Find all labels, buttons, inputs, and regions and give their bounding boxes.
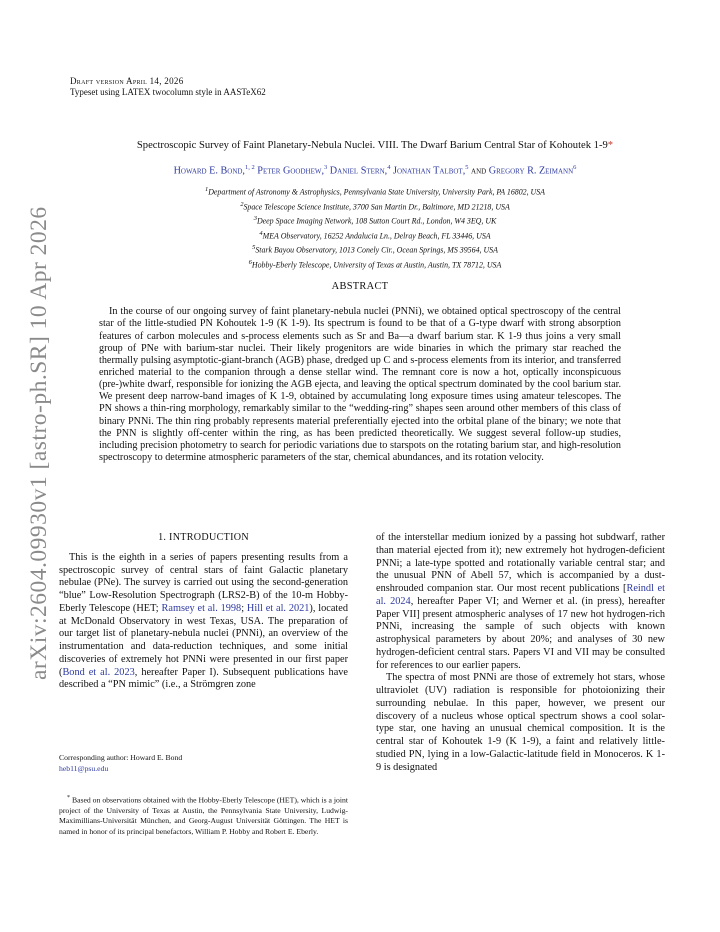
affiliation-number: 5: [252, 244, 256, 252]
arxiv-id: arXiv:2604.09930v1 [astro-ph.SR] 10 Apr 2026: [26, 206, 52, 680]
corresponding-email-link[interactable]: heb11@psu.edu: [59, 763, 109, 773]
citation-link[interactable]: Hill et al. 2021: [246, 602, 310, 614]
affiliation-text: Hobby-Eberly Telescope, University of Texas at Austin, Austin, TX 78712, USA: [251, 260, 502, 270]
affiliation: [60, 242, 690, 257]
section-heading: 1. INTRODUCTION: [158, 532, 249, 543]
affiliation: [60, 199, 690, 214]
author-affil-ref: 5: [465, 164, 469, 171]
intro-paragraph: [59, 552, 348, 692]
author-affil-ref: 3: [324, 164, 328, 171]
affiliation-text: MEA Observatory, 16252 Andalucia Ln., Delray Beach, FL 33446, USA: [262, 231, 491, 241]
intro-paragraph: The spectra of most PNNi are those of extremely hot stars, whose ultraviolet (UV) radiation is responsible for photoionizing their surrounding nebulae. In this paper, however, we present our discovery of a nucleus whose optical spectrum shows a cool solar-type star, one having an unusual chemical composition. It is the central star of Kohoutek 1-9 (K 1-9), a faint and relatively little-studied PN, lying in a low-Galactic-latitude field in Monoceros. K 1-9 is designated: [376, 672, 665, 773]
title-footnote-marker[interactable]: *: [607, 140, 614, 151]
affiliation: [60, 184, 690, 199]
left-column: [59, 532, 348, 692]
affiliation-number: 2: [240, 200, 244, 208]
author-and: and: [471, 165, 487, 177]
citation-link[interactable]: Ramsey et al. 1998: [161, 602, 242, 614]
author-name[interactable]: Daniel Stern,: [329, 165, 388, 177]
affiliation-text: Stark Bayou Observatory, 1013 Conely Cir., Ocean Springs, MS 39564, USA: [255, 245, 498, 255]
author-affil-ref: 6: [573, 164, 577, 171]
title-footnote: [59, 793, 348, 838]
draft-version: Draft version April 14, 2026: [70, 76, 184, 86]
affiliation-number: 6: [248, 258, 252, 266]
affiliation-text: Department of Astronomy & Astrophysics, Pennsylvania State University, University Park, PA 16802, USA: [208, 187, 546, 197]
draft-header: [70, 76, 266, 98]
citation-link[interactable]: Reindl et al. 2024: [376, 583, 665, 607]
typeset-note: Typeset using LATEX twocolumn style in AASTeX62: [70, 87, 266, 97]
affiliation: [60, 228, 690, 243]
affiliation-number: 4: [259, 229, 263, 237]
author-name[interactable]: Peter Goodhew,: [257, 165, 324, 177]
right-column: [376, 532, 665, 774]
text-run: ), located at McDonald Observatory in west Texas, USA. The preparation of our target list of planetary-nebula nuclei (PNNi), an overview of the instrumentation and data-reduction techniques, and some initial discoveries of extremely hot PNNi were presented in our first paper (: [59, 602, 348, 678]
affiliation-number: 3: [253, 215, 257, 223]
affiliation: [60, 257, 690, 272]
author-name[interactable]: Jonathan Talbot,: [392, 165, 466, 177]
affiliation-number: 1: [204, 186, 209, 193]
arxiv-stamp: [6, 206, 52, 680]
affiliation-text: Deep Space Imaging Network, 108 Sutton Court Rd., London, W4 3EQ, UK: [256, 216, 497, 226]
citation-link[interactable]: Bond et al. 2023: [62, 666, 135, 678]
footnote-text: Based on observations obtained with the Hobby-Eberly Telescope (HET), which is a joint project of the University of Texas at Austin, the Pennsylvania State University, Ludwig-Maximillians-Universität München, and Georg-August Universität Göttingen. The HET is named in honor of its principal benefactors, William P. Hobby and Robert E. Eberly.: [59, 795, 349, 836]
text-run: ;: [241, 602, 247, 614]
author-name[interactable]: Howard E. Bond,: [173, 165, 245, 177]
text-run: This is the eighth in a series of papers presenting results from a spectroscopic survey of central stars of faint Galactic planetary nebulae (PNe). The survey is carried out using the second-generation “blue” Low-Resolution Spectrograph (LRS2-B) of the 10-m Hobby-Eberly Telescope (HET;: [59, 551, 348, 614]
paper-title: [60, 140, 690, 151]
abstract-heading: ABSTRACT: [331, 281, 389, 292]
title-text: Spectroscopic Survey of Faint Planetary-Nebula Nuclei. VIII. The Dwarf Barium Central Star of Kohoutek 1-9: [136, 140, 608, 151]
author-affil-ref: 4: [387, 164, 391, 171]
intro-paragraph-continued: [376, 532, 665, 672]
corresponding-author: [59, 753, 348, 775]
text-run: , hereafter Paper I). Subsequent publications have described a “PN mimic” (i.e., a Strömgren zone: [59, 666, 348, 691]
affiliation-list: [60, 184, 690, 271]
text-run: of the interstellar medium ionized by a passing hot subdwarf, rather than material ejected from it); new extremely hot hydrogen-deficient PNNi; a late-type spotted and rotationally variable central star; and the unusual PNN of Abell 57, which is accompanied by a dust-enshrouded companion star. Our most recent publications [: [376, 532, 665, 594]
footnote-marker: *: [67, 794, 70, 801]
corresponding-author-line: Corresponding author: Howard E. Bond: [59, 753, 183, 762]
author-affil-ref: 1, 2: [244, 164, 255, 171]
affiliation: [60, 213, 690, 228]
author-name[interactable]: Gregory R. Zeimann: [488, 165, 574, 177]
abstract-text: In the course of our ongoing survey of faint planetary-nebula nuclei (PNNi), we obtained optical spectroscopy of the central star of the little-studied PN Kohoutek 1-9 (K 1-9). Its spectrum is found to be that of a G-type dwarf with strong absorption features of carbon molecules and s-process elements such as Sr and Ba—a dwarf barium star. K 1-9 thus joins a very small group of PNe with barium-star nuclei. Their likely progenitors are wide binaries in which the primary star reached the thermally pulsing asymptotic-giant-branch (AGB) phase, dredged up C and s-process elements from its interior, and transferred enriched material to the companion through a dense stellar wind. The remnant core is now a hot, optically inconspicuous (pre-)white dwarf, responsible for ionizing the AGB ejecta, and leaving the optical spectrum dominated by the cool barium star. We present deep narrow-band images of K 1-9, obtained by accumulating long exposure times using amateur telescopes. The PN shows a thin-ring morphology, remarkably similar to the “wedding-ring” shapes seen around other members of this class of binary PNNi. The thin ring probably represents material preferentially ejected into the orbital plane of the binary; we note that the PNN is slightly off-center within the ring, as has been predicted theoretically. We suggest several follow-up studies, including precision photometry to search for periodic variations due to starspots on the rotating barium star, and high-resolution spectroscopy to determine atmospheric parameters of the star, chemical abundances, and its rotation velocity.: [99, 306, 621, 464]
affiliation-text: Space Telescope Science Institute, 3700 San Martin Dr., Baltimore, MD 21218, USA: [243, 202, 510, 212]
author-list: [60, 164, 690, 176]
text-run: , hereafter Paper VI; and Werner et al. (in press), hereafter Paper VII] present atmospheric analyses of 17 new hot hydrogen-rich PNNi, increasing the sample of such objects with known astrophysical parameters by about 20%; and analyses of 30 new hydrogen-deficient central stars. Papers VI and VII may be consulted for references to our earlier papers.: [376, 595, 665, 671]
